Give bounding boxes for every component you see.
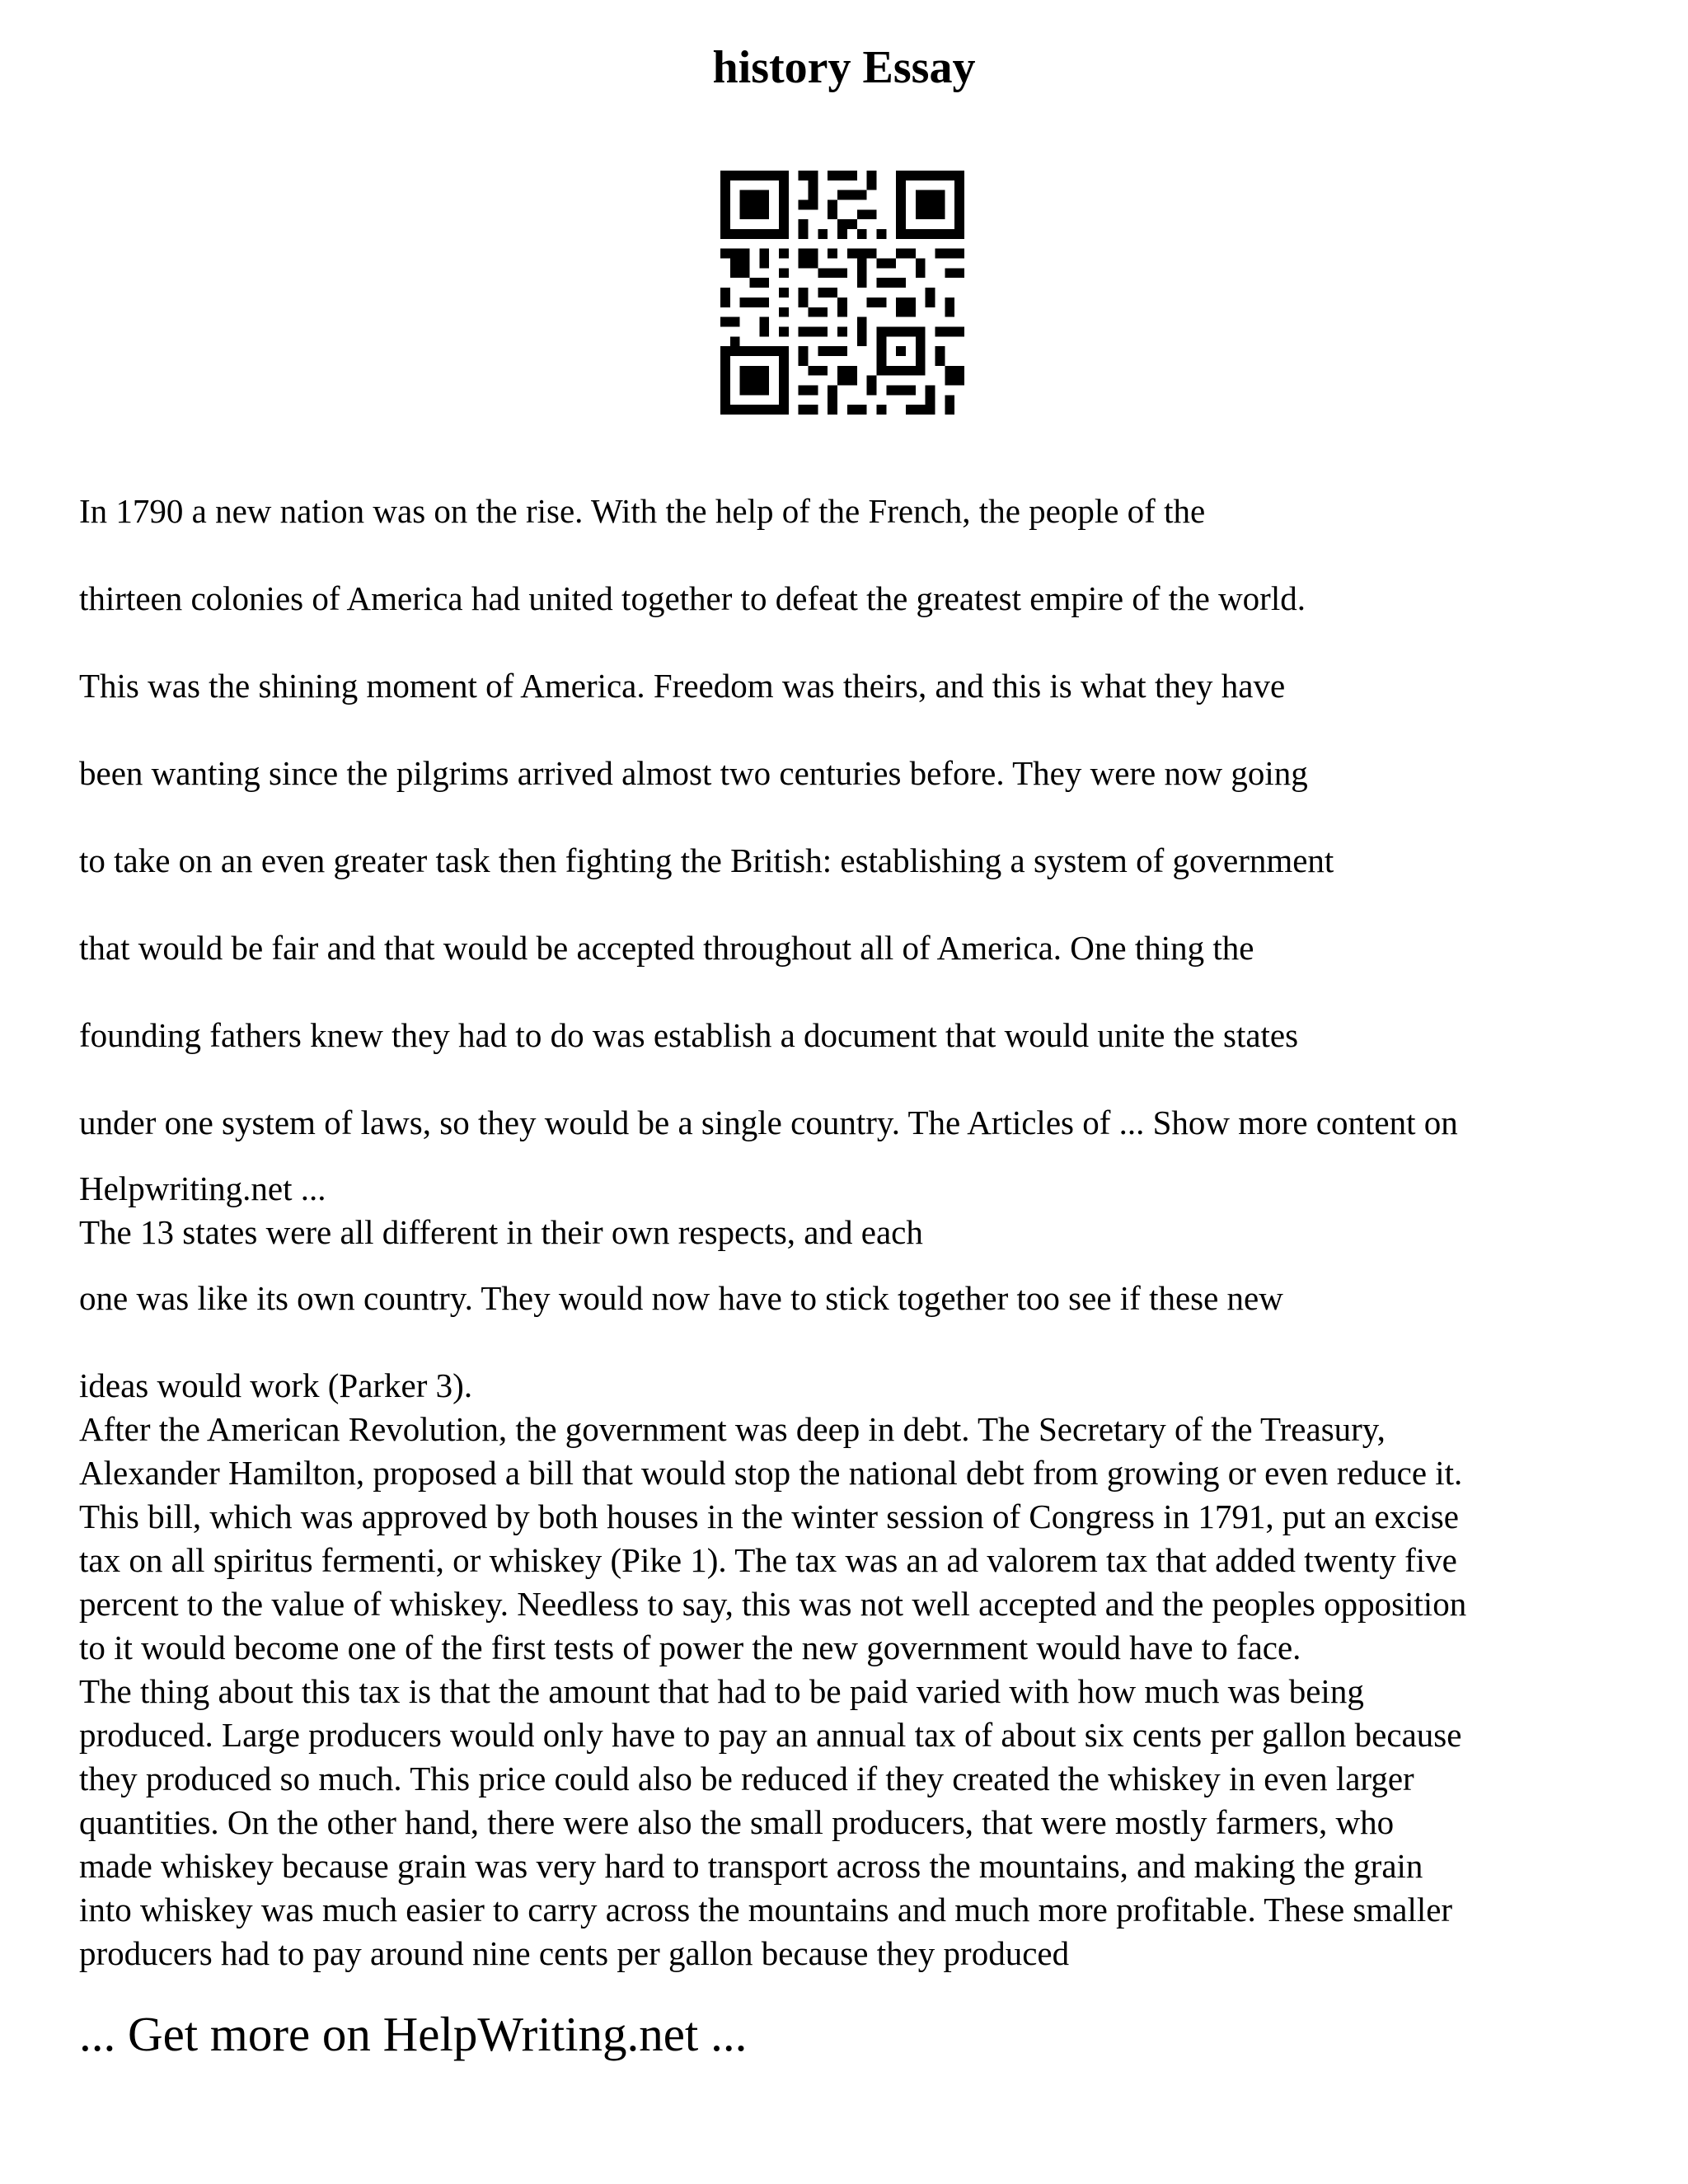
text-line: been wanting since the pilgrims arrived almost two centuries before. They were now going [79, 754, 1308, 792]
text-line: under one system of laws, so they would be a single country. The Articles of ... Show more content on [79, 1104, 1458, 1141]
text-line: one was like its own country. They would now have to stick together too see if these new [79, 1279, 1283, 1317]
text-line: After the American Revolution, the government was deep in debt. The Secretary of the Treasury, [79, 1410, 1386, 1448]
text-line: produced. Large producers would only have to pay an annual tax of about six cents per gallon because [79, 1716, 1462, 1754]
text-line: to take on an even greater task then fighting the British: establishing a system of government [79, 841, 1334, 879]
document-title: history Essay [712, 42, 976, 93]
essay-continued [79, 1254, 1645, 1342]
text-line: This was the shining moment of America. Freedom was theirs, and this is what they have [79, 667, 1286, 705]
text-line: tax on all spiritus fermenti, or whiskey (Pike 1). The tax was an ad valorem tax that added twenty five [79, 1541, 1457, 1579]
text-line: Helpwriting.net ... [79, 1169, 326, 1207]
text-line: founding fathers knew they had to do was establish a document that would unite the states [79, 1016, 1299, 1054]
essay-intro [79, 467, 1645, 1166]
text-line: The 13 states were all different in their own respects, and each [79, 1213, 923, 1251]
text-line: that would be fair and that would be accepted throughout all of America. One thing the [79, 929, 1254, 967]
essay-body [79, 1364, 1645, 1975]
text-line: This bill, which was approved by both houses in the winter session of Congress in 1791, put an excise [79, 1497, 1459, 1535]
text-line: to it would become one of the first tests of power the new government would have to face. [79, 1629, 1301, 1666]
text-line: The thing about this tax is that the amount that had to be paid varied with how much was being [79, 1672, 1364, 1710]
text-line: Alexander Hamilton, proposed a bill that would stop the national debt from growing or even reduce it. [79, 1454, 1463, 1492]
text-line: In 1790 a new nation was on the rise. With the help of the French, the people of the [79, 492, 1206, 530]
text-line: into whiskey was much easier to carry across the mountains and much more profitable. These smaller [79, 1891, 1453, 1929]
text-line: ideas would work (Parker 3). [79, 1366, 473, 1404]
text-line: quantities. On the other hand, there were also the small producers, that were mostly farmers, who [79, 1803, 1395, 1841]
get-more-link[interactable]: ... Get more on HelpWriting.net ... [79, 2007, 748, 2061]
text-line: producers had to pay around nine cents per gallon because they produced [79, 1934, 1070, 1972]
qr-code-icon [720, 171, 964, 415]
text-line: they produced so much. This price could also be reduced if they created the whiskey in even larger [79, 1760, 1414, 1797]
essay-break [79, 1167, 1645, 1254]
text-line: made whiskey because grain was very hard to transport across the mountains, and making the grain [79, 1847, 1423, 1885]
text-line: thirteen colonies of America had united together to defeat the greatest empire of the world. [79, 579, 1306, 617]
text-line: percent to the value of whiskey. Needless to say, this was not well accepted and the peoples opposition [79, 1585, 1467, 1623]
